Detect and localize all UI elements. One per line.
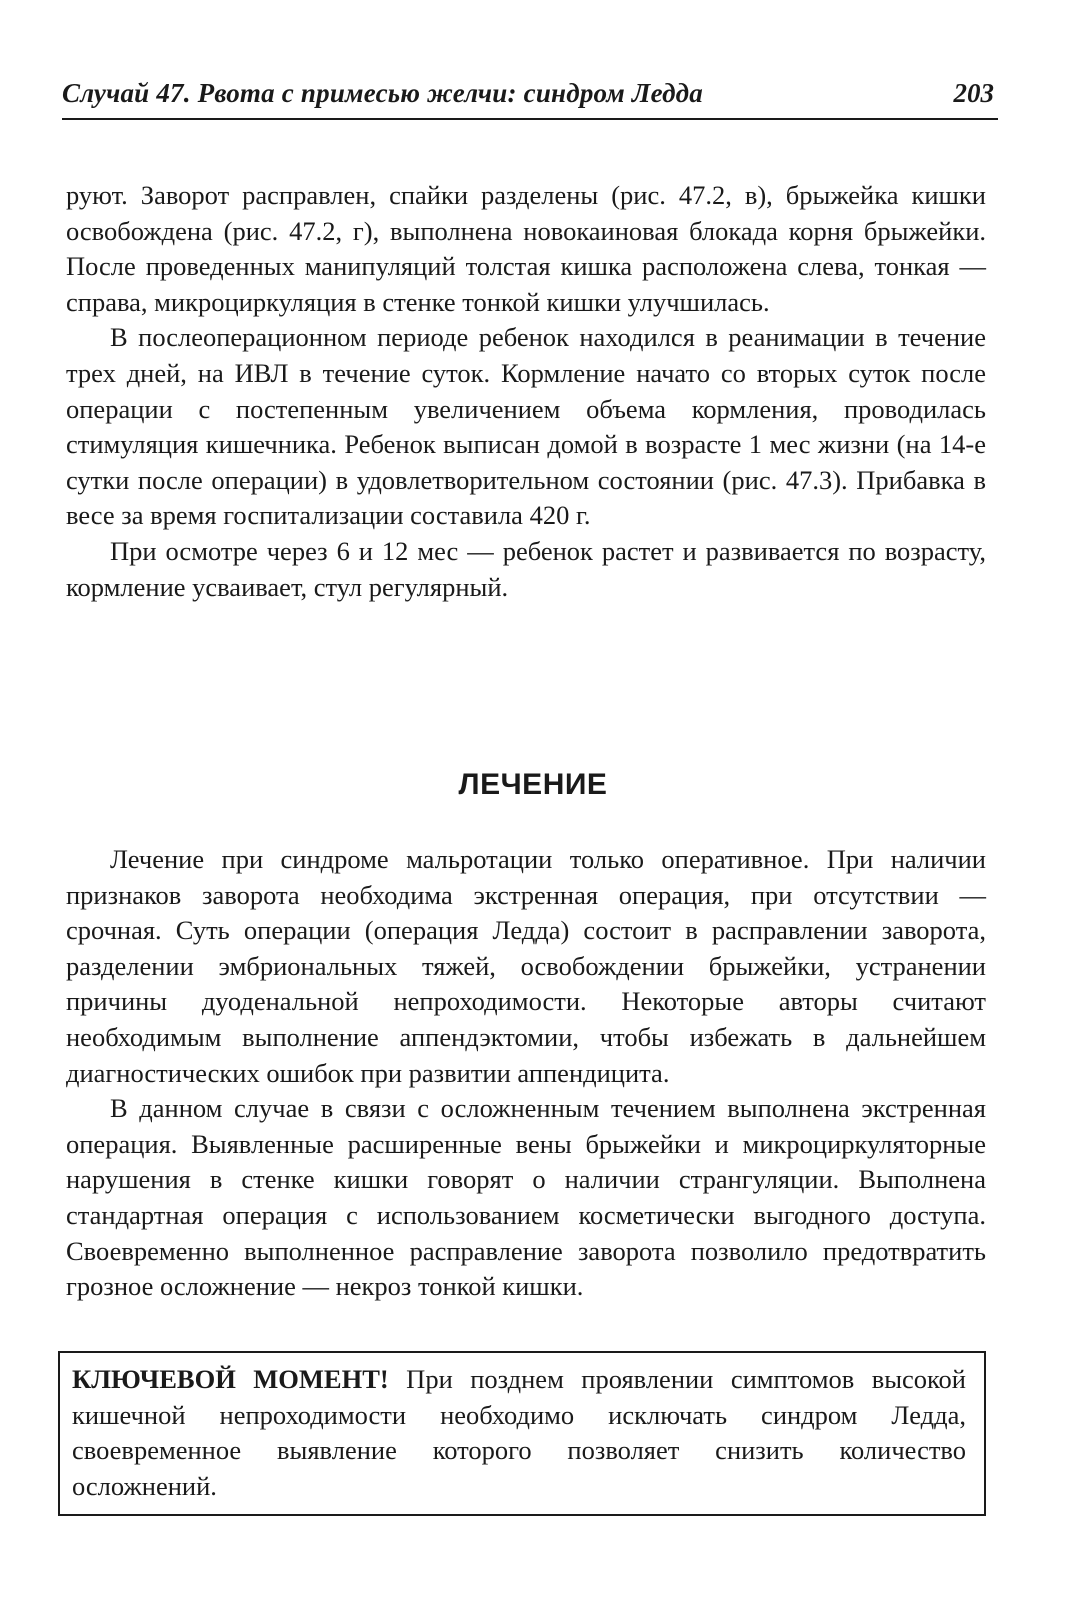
continued-text-block: [66, 178, 986, 605]
running-header: [62, 72, 998, 120]
section-heading: ЛЕЧЕНИЕ: [458, 768, 608, 801]
running-title: Случай 47. Рвота с примесью желчи: синдром Ледда: [62, 78, 703, 108]
paragraph-case-discussion: В данном случае в связи с осложненным течением выполнена экстренная операция. Выявленные расширенные вены брыжейки и микроциркуляторные нарушения в стенке кишки говорят о наличии странгуляции. Выполнена стандартная операция с использованием косметически выгодного доступа. Своевременно выполненное расправление заворота позволило предотвратить грозное осложнение — некроз тонкой кишки.: [66, 1093, 986, 1302]
paragraph-postoperative: В послеоперационном периоде ребенок находился в реанимации в течение трех дней, на ИВЛ в течение суток. Кормление начато со вторых суток после операции с постепенным увеличением объема кормления, проводилась стимуляция кишечника. Ребенок выписан домой в возрасте 1 мес жизни (на 14-е сутки после операции) в удовлетворительном состоянии (рис. 47.3). Прибавка в весе за время госпитализации составила 420 г.: [66, 322, 986, 531]
key-point-text: При позднем проявлении симптомов высокой кишечной непроходимости необходимо исключать синдром Ледда, своевременное выявление которого позволяет снизить количество осложнений.: [72, 1364, 966, 1501]
paragraph-continued: руют. Заворот расправлен, спайки разделены (рис. 47.2, в), брыжейка кишки освобождена (рис. 47.2, г), выполнена новокаиновая блокада корня брыжейки. После проведенных манипуляций толстая кишка расположена слева, тонкая — справа, микроциркуляция в стенке тонкой кишки улучшилась.: [66, 180, 986, 317]
key-point-label: КЛЮЧЕВОЙ МОМЕНТ!: [72, 1364, 389, 1394]
page-number: 203: [953, 78, 994, 108]
treatment-text-block: [66, 842, 986, 1305]
paragraph-treatment: Лечение при синдроме мальротации только оперативное. При наличии признаков заворота необходима экстренная операция, при отсутствии — срочная. Суть операции (операция Ледда) состоит в расправлении заворота, разделении эмбриональных тяжей, освобождении брыжейки, устранении причины дуоденальной непроходимости. Некоторые авторы считают необходимым выполнение аппендэктомии, чтобы избежать в дальнейшем диагностических ошибок при развитии аппендицита.: [66, 844, 986, 1088]
paragraph-follow-up: При осмотре через 6 и 12 мес — ребенок растет и развивается по возрасту, кормление усваивает, стул регулярный.: [66, 535, 986, 602]
key-point-box: [58, 1351, 986, 1516]
